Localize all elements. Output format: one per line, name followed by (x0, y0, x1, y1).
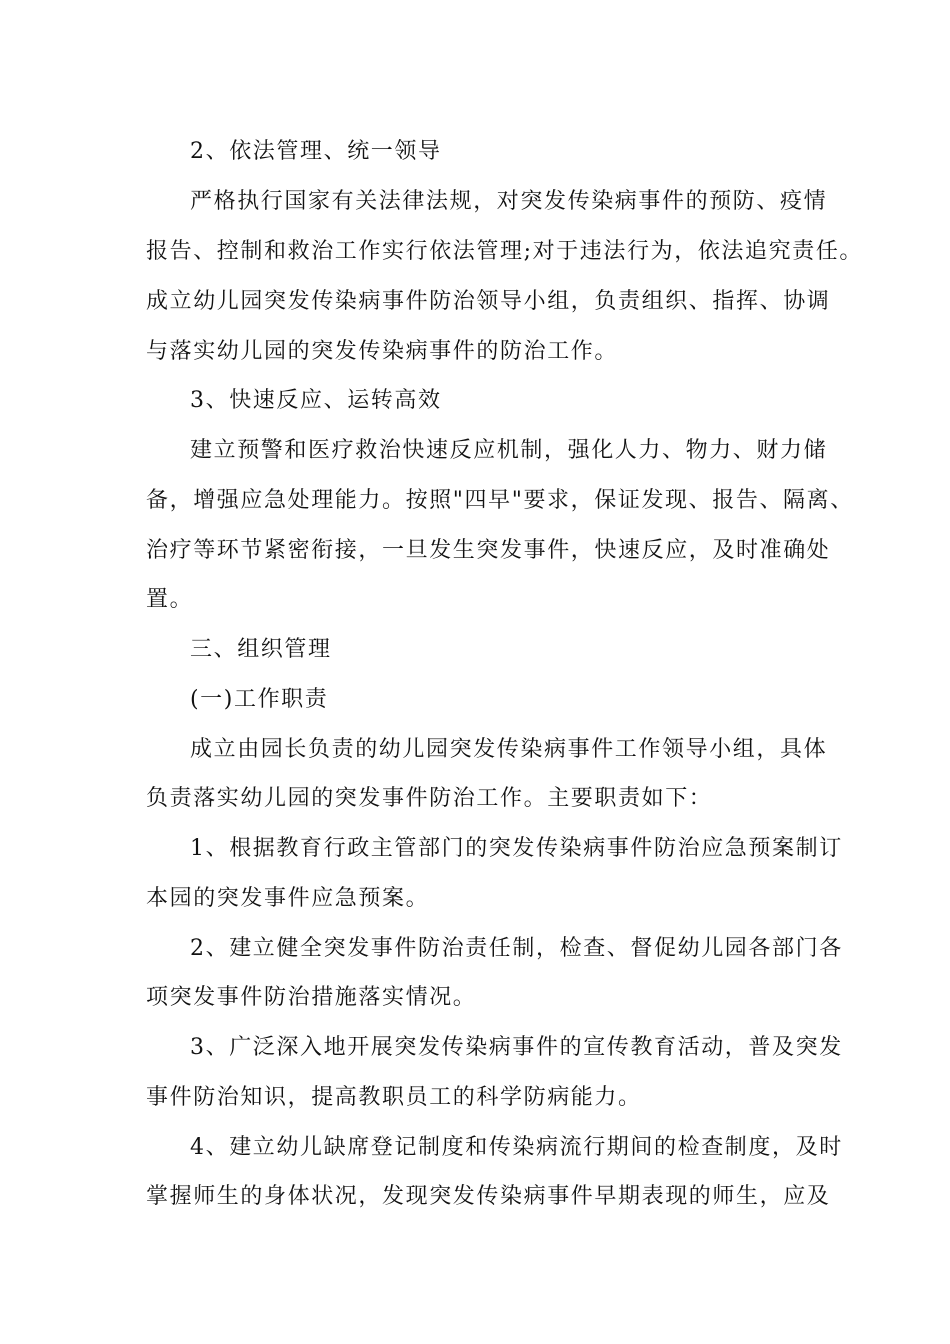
paragraph-line: 建立预警和医疗救治快速反应机制，强化人力、物力、财力储 (190, 438, 828, 463)
list-item-1: 1、根据教育行政主管部门的突发传染病事件防治应急预案制订 (190, 836, 843, 861)
chapter-heading: 三、组织管理 (190, 637, 332, 662)
paragraph-line: 项突发事件防治措施落实情况。 (146, 985, 477, 1010)
list-item-4: 4、建立幼儿缺席登记制度和传染病流行期间的检查制度，及时 (190, 1135, 843, 1160)
paragraph-line: 治疗等环节紧密衔接，一旦发生突发事件，快速反应，及时准确处 (146, 538, 831, 563)
paragraph-line: 负责落实幼儿园的突发事件防治工作。主要职责如下： (146, 786, 713, 811)
list-item-3: 3、广泛深入地开展突发传染病事件的宣传教育活动，普及突发 (190, 1035, 843, 1060)
paragraph-line: 与落实幼儿园的突发传染病事件的防治工作。 (146, 339, 619, 364)
list-item-2: 2、建立健全突发事件防治责任制，检查、督促幼儿园各部门各 (190, 936, 843, 961)
paragraph-line: 本园的突发事件应急预案。 (146, 886, 430, 911)
section-heading-2: 2、依法管理、统一领导 (190, 139, 442, 164)
paragraph-line: 掌握师生的身体状况，发现突发传染病事件早期表现的师生，应及 (146, 1184, 831, 1209)
paragraph-line: 成立由园长负责的幼儿园突发传染病事件工作领导小组，具体 (190, 737, 828, 762)
section-heading-3: 3、快速反应、运转高效 (190, 388, 442, 413)
subsection-heading: (一)工作职责 (190, 687, 329, 712)
paragraph-line: 置。 (146, 587, 194, 612)
paragraph-line: 严格执行国家有关法律法规，对突发传染病事件的预防、疫情 (190, 189, 828, 214)
paragraph-line: 事件防治知识，提高教职员工的科学防病能力。 (146, 1085, 642, 1110)
paragraph-line: 成立幼儿园突发传染病事件防治领导小组，负责组织、指挥、协调 (146, 289, 831, 314)
paragraph-line: 报告、控制和救治工作实行依法管理;对于违法行为，依法追究责任。 (146, 239, 864, 264)
paragraph-line: 备，增强应急处理能力。按照"四早"要求，保证发现、报告、隔离、 (146, 488, 854, 513)
